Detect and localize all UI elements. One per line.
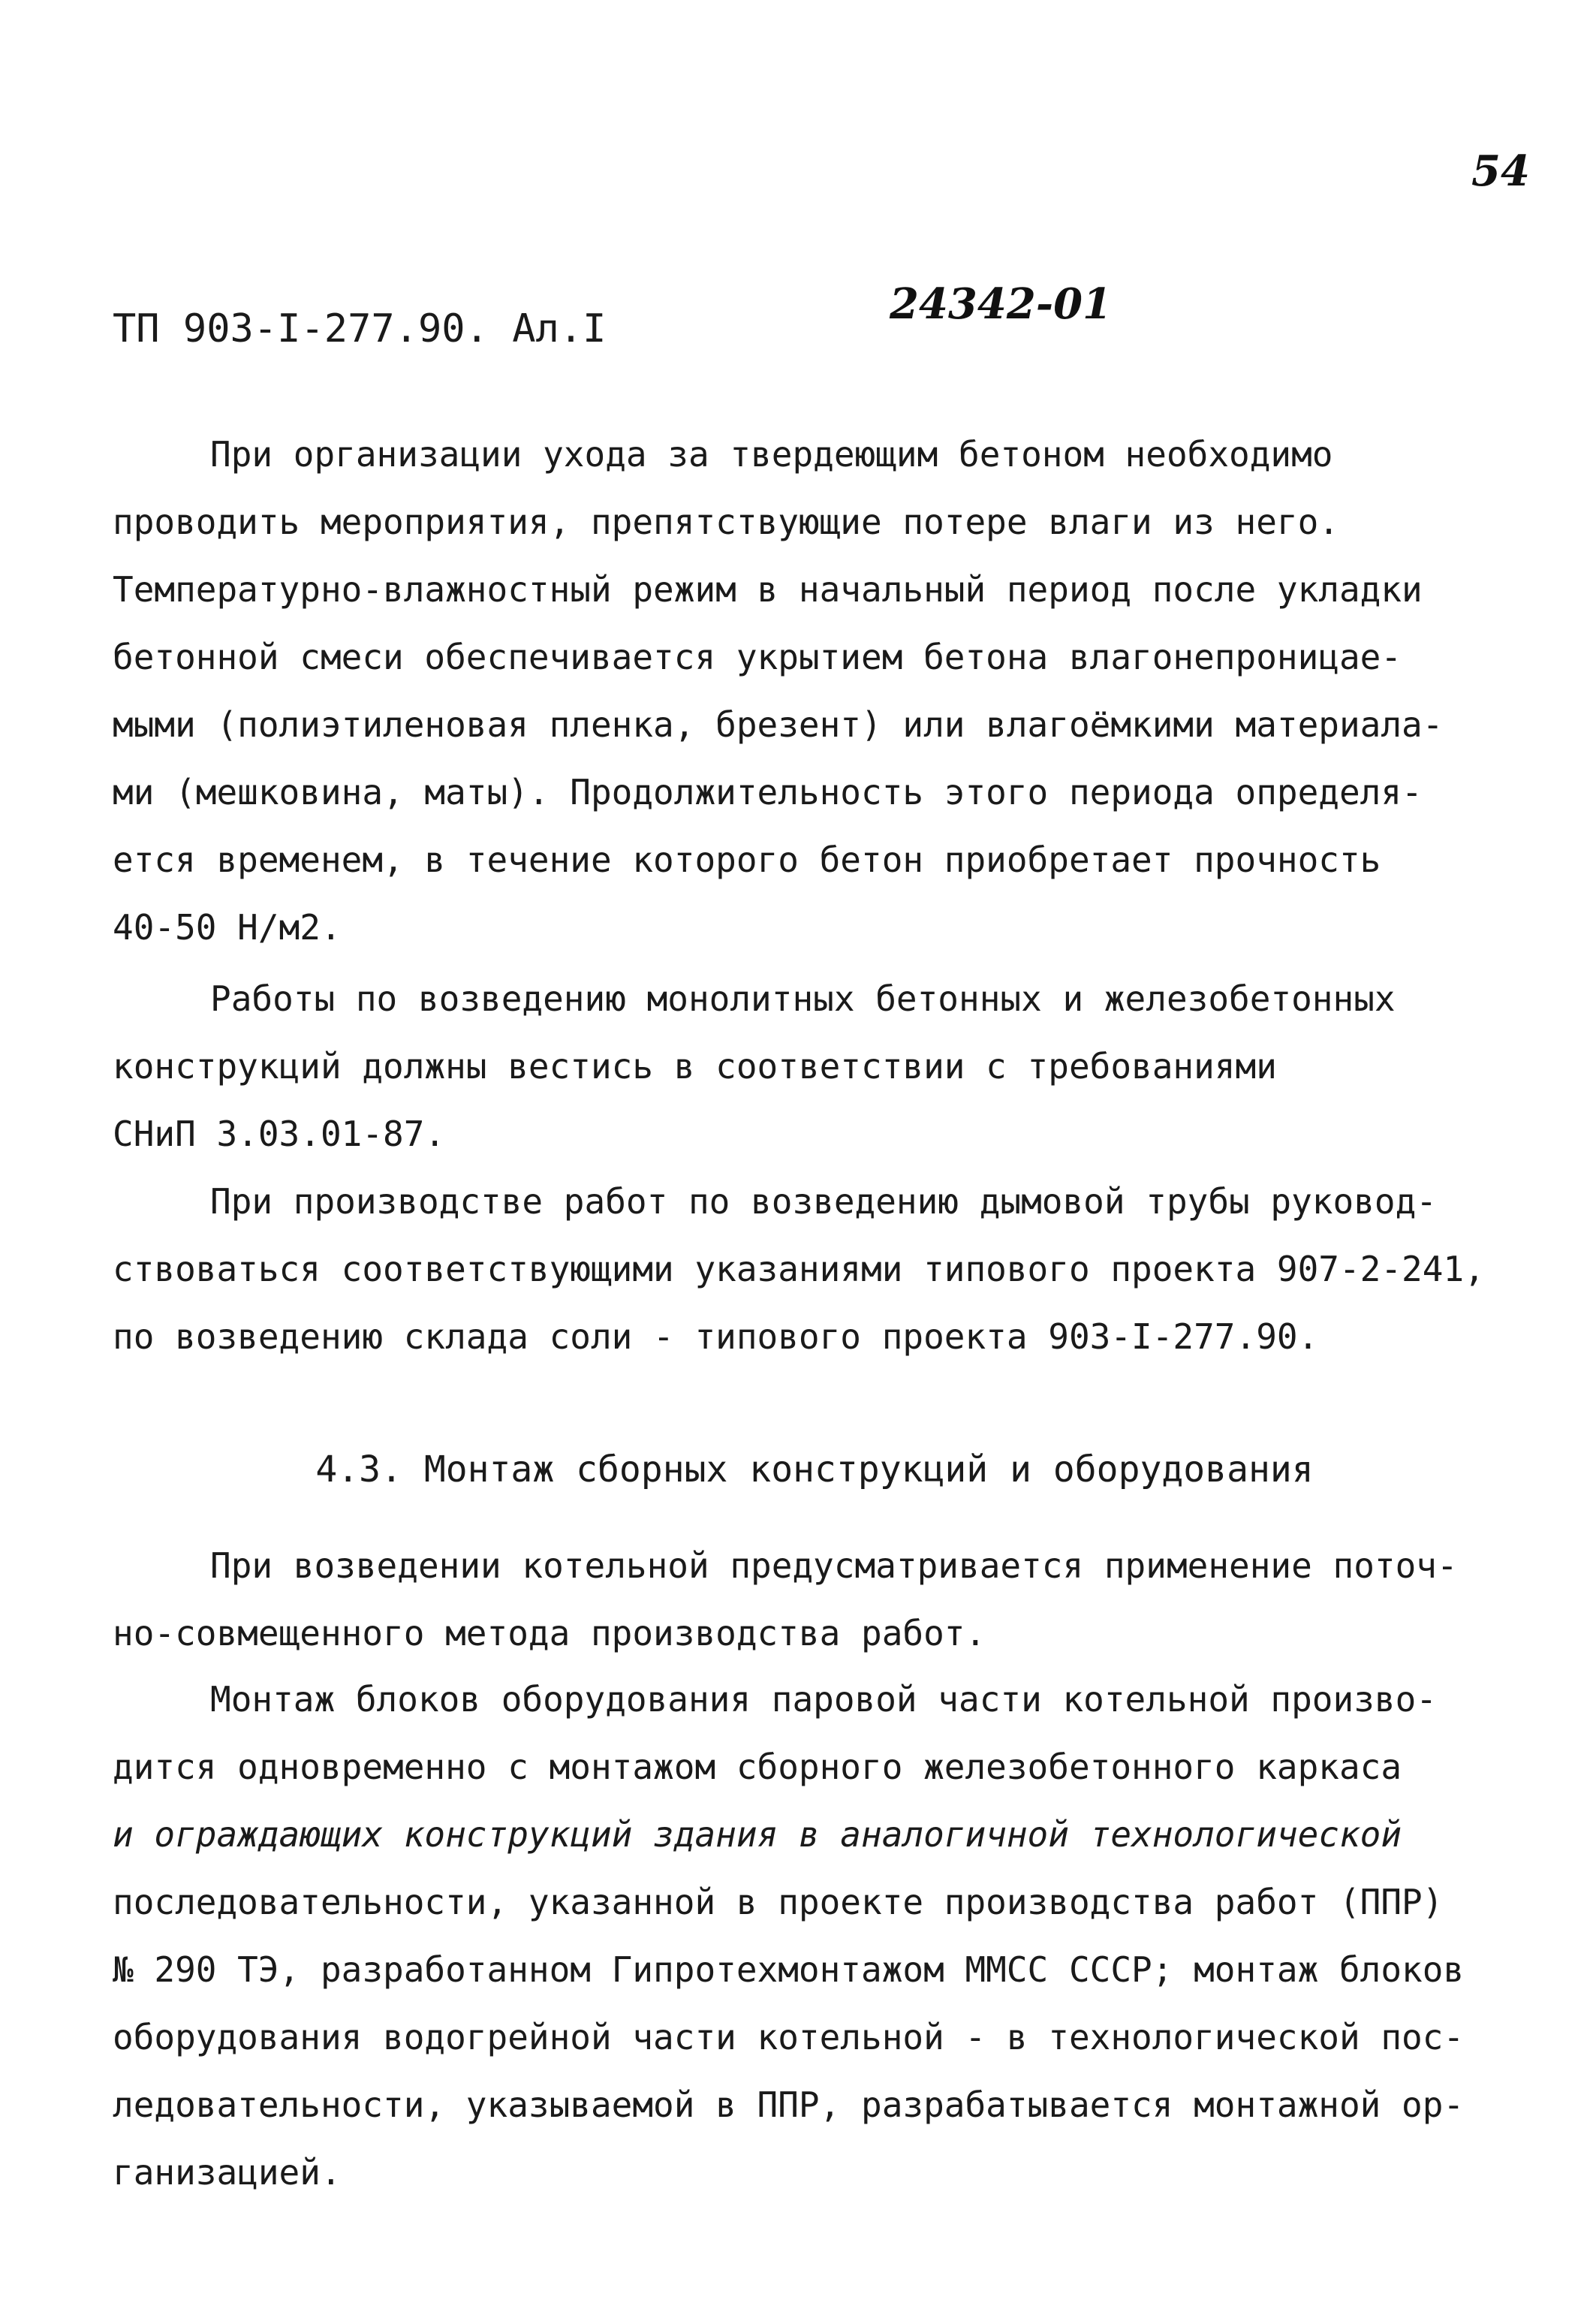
text-line: ствоваться соответствующими указаниями типового проекта 907-2-241,: [113, 1249, 1485, 1289]
paragraph-monolithic-works: [113, 965, 1486, 1168]
text-line: конструкций должны вестись в соответствии с требованиями: [113, 1046, 1277, 1087]
text-line: ется временем, в течение которого бетон приобретает прочность: [113, 840, 1381, 880]
text-line: При производстве работ по возведению дымовой трубы руковод-: [210, 1181, 1437, 1222]
text-line: ледовательности, указываемой в ППР, разрабатывается монтажной ор-: [113, 2084, 1465, 2125]
section-heading: 4.3. Монтаж сборных конструкций и оборудования: [315, 1448, 1314, 1491]
text-line: СНиП 3.03.01-87.: [113, 1114, 446, 1154]
paragraph-concrete-curing: [113, 421, 1486, 961]
text-line: и ограждающих конструкций здания в аналогичной технологической: [113, 1814, 1402, 1855]
text-line: бетонной смеси обеспечивается укрытием бетона влагонепроницае-: [113, 637, 1402, 677]
inventory-number: 24342-01: [890, 279, 1112, 329]
text-line: по возведению склада соли - типового проекта 903-I-277.90.: [113, 1316, 1319, 1357]
paragraph-equipment-installation: [113, 1665, 1486, 2206]
paragraph-flow-method: [113, 1532, 1486, 1667]
text-line: Работы по возведению монолитных бетонных и железобетонных: [210, 978, 1396, 1019]
document-code: ТП 903-I-277.90. Ал.I: [113, 306, 607, 351]
text-line: последовательности, указанной в проекте производства работ (ППР): [113, 1882, 1444, 1922]
text-line: № 290 ТЭ, разработанном Гипротехмонтажом ММСС СССР; монтаж блоков: [113, 1949, 1465, 1990]
text-line: 40-50 Н/м2.: [113, 907, 342, 948]
text-line: При организации ухода за твердеющим бетоном необходимо: [210, 434, 1333, 475]
paragraph-chimney-works: [113, 1168, 1486, 1370]
text-line: мыми (полиэтиленовая пленка, брезент) или влагоёмкими материала-: [113, 704, 1444, 745]
text-line: но-совмещенного метода производства работ.: [113, 1613, 986, 1653]
page-number: 54: [1471, 146, 1530, 196]
text-line: При возведении котельной предусматривается применение поточ-: [210, 1545, 1458, 1586]
text-line: дится одновременно с монтажом сборного железобетонного каркаса: [113, 1747, 1402, 1787]
text-line: Монтаж блоков оборудования паровой части котельной произво-: [210, 1679, 1437, 1720]
text-line: ми (мешковина, маты). Продолжительность этого периода определя-: [113, 772, 1423, 812]
text-line: ганизацией.: [113, 2152, 342, 2193]
text-line: оборудования водогрейной части котельной - в технологической пос-: [113, 2017, 1465, 2057]
text-line: проводить мероприятия, препятствующие потере влаги из него.: [113, 502, 1339, 542]
text-line: Температурно-влажностный режим в начальный период после укладки: [113, 569, 1423, 610]
